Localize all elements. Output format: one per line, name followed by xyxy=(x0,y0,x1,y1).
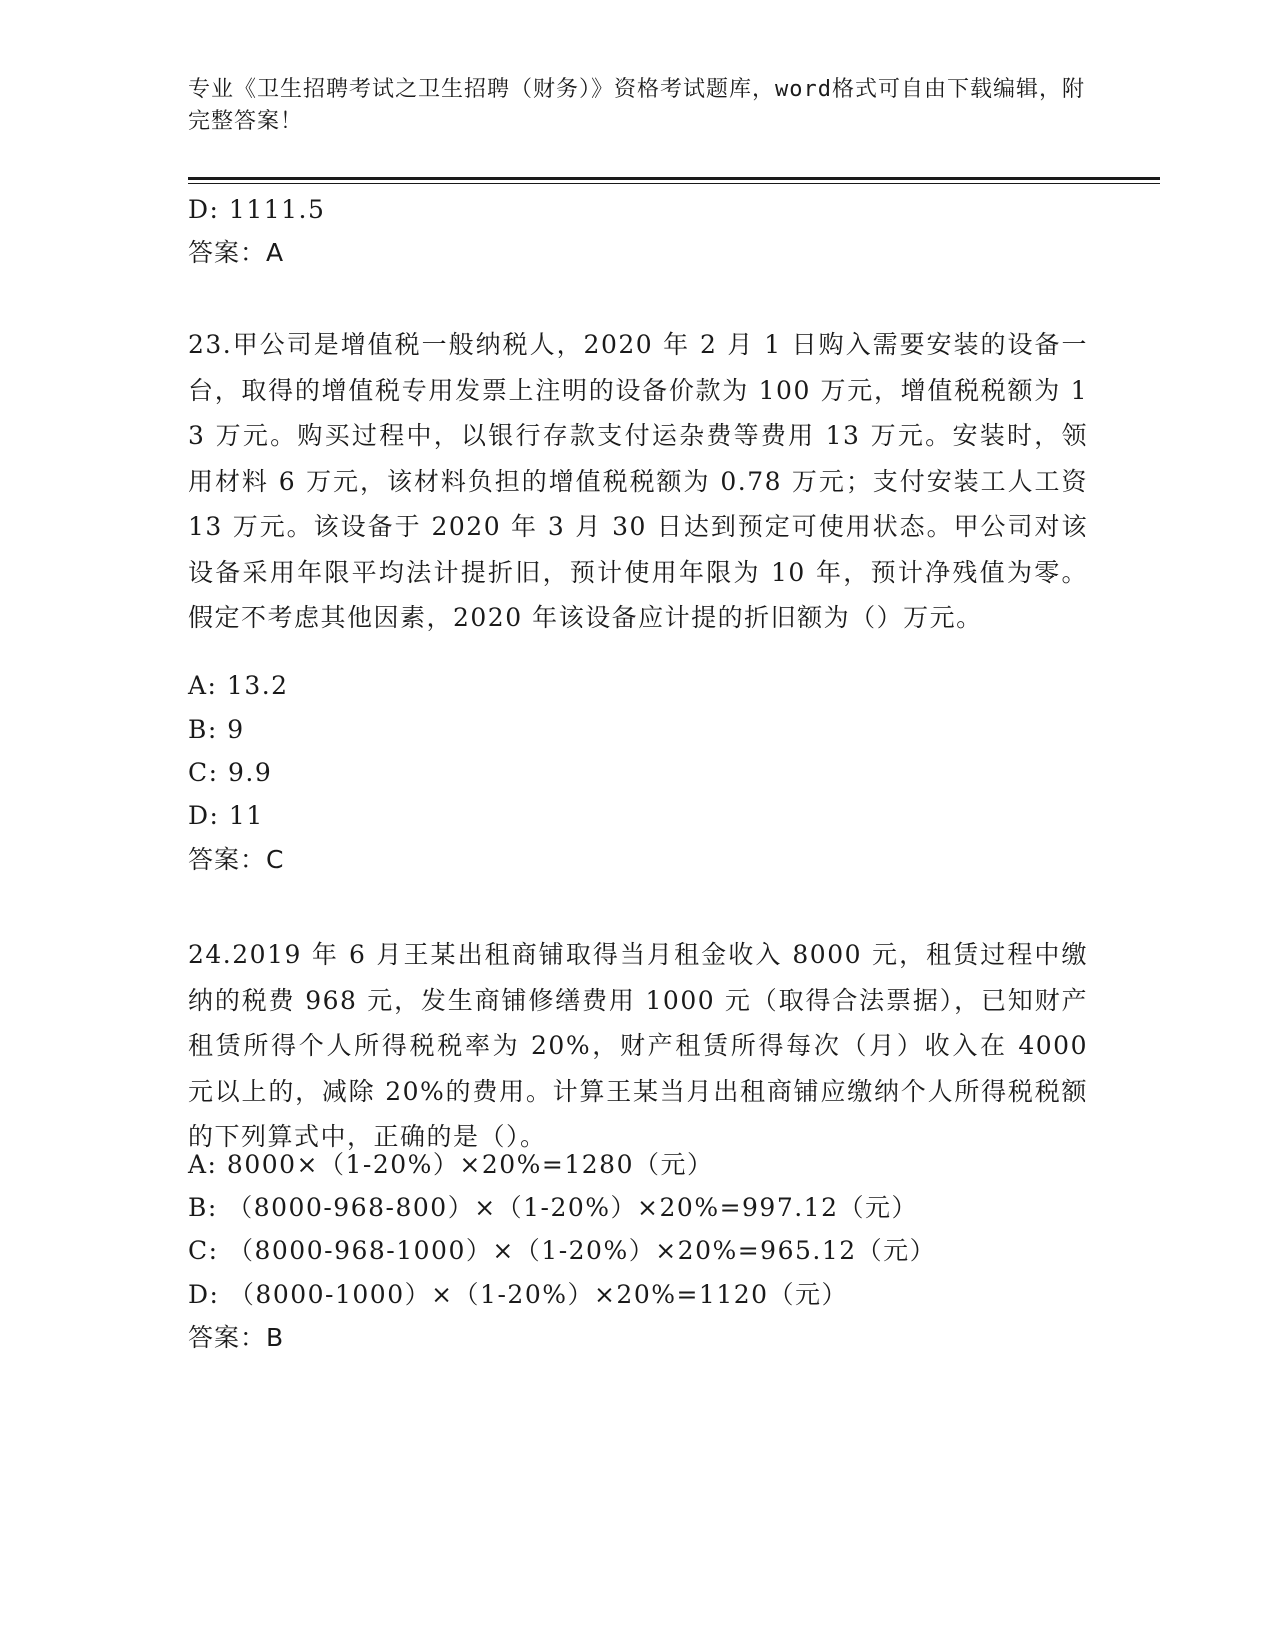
question-24-option-a: A: 8000×（1-20%）×20%=1280（元） xyxy=(188,1150,714,1179)
question-24-option-d: D: （8000-1000）×（1-20%）×20%=1120（元） xyxy=(188,1280,849,1309)
prev-option-d: D: 1111.5 xyxy=(188,195,326,224)
question-23-stem: 23.甲公司是增值税一般纳税人，2020 年 2 月 1 日购入需要安装的设备一台，取得的增值税专用发票上注明的设备价款为 100 万元，增值税税额为 13 万元。购买过程中，以银行存款支付运杂费等费用 13 万元。安装时，领用材料 6 万元，该材料负担的增值税税额为 0.78 万元；支付安装工人工资 13 万元。该设备于 2020 年 3 月 30 日达到预定可使用状态。甲公司对该设备采用年限平均法计提折旧，预计使用年限为 10 年，预计净残值为零。假定不考虑其他因素，2020 年该设备应计提的折旧额为（）万元。 xyxy=(188,330,1088,632)
header-rule-thick xyxy=(188,177,1160,180)
question-24-option-b: B: （8000-968-800）×（1-20%）×20%=997.12（元） xyxy=(188,1193,918,1222)
question-24-stem: 24.2019 年 6 月王某出租商铺取得当月租金收入 8000 元，租赁过程中缴纳的税费 968 元，发生商铺修缮费用 1000 元（取得合法票据），已知财产租赁所得个人所得税税率为 20%，财产租赁所得每次（月）收入在 4000 元以上的，减除 20%的费用。计算王某当月出租商铺应缴纳个人所得税税额的下列算式中，正确的是（）。 xyxy=(188,940,1088,1151)
question-24-option-c: C: （8000-968-1000）×（1-20%）×20%=965.12（元） xyxy=(188,1236,937,1265)
prev-answer: 答案：A xyxy=(188,238,285,267)
question-23-answer: 答案：C xyxy=(188,845,285,874)
header-rule-thin xyxy=(188,183,1160,184)
question-23-option-d: D: 11 xyxy=(188,801,264,830)
question-23-option-a: A: 13.2 xyxy=(188,671,289,700)
question-24-answer: 答案：B xyxy=(188,1323,285,1352)
question-23-option-c: C: 9.9 xyxy=(188,758,273,787)
question-23-option-b: B: 9 xyxy=(188,715,245,744)
header-title: 专业《卫生招聘考试之卫生招聘（财务）》资格考试题库，word格式可自由下载编辑，附完整答案！ xyxy=(188,77,1085,134)
